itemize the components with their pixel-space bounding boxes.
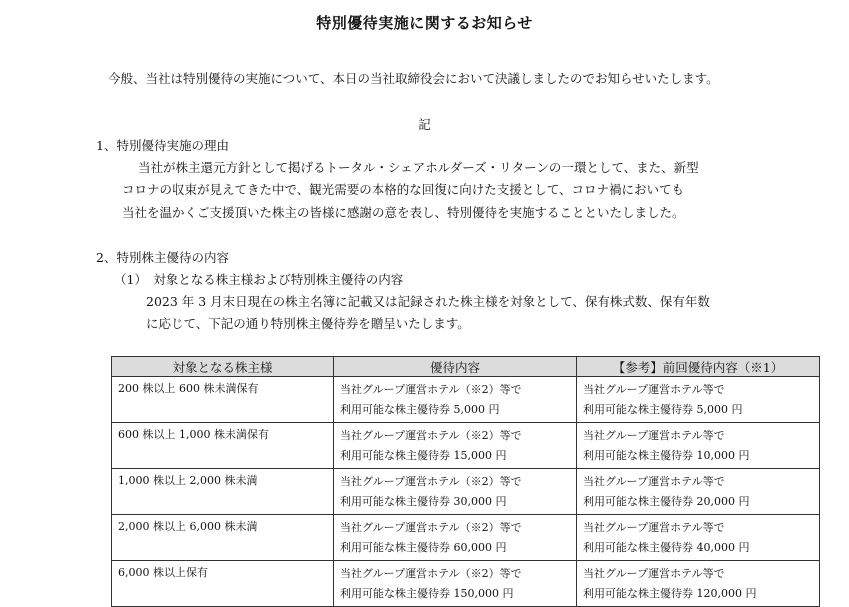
section1-line-3: 当社を温かくご支援頂いた株主の皆様に感謝の意を表し、特別優待を実施することといたしました。 — [122, 205, 685, 220]
table-header-row — [112, 357, 820, 377]
table-row — [112, 377, 820, 423]
table-row — [112, 423, 820, 469]
benefit-line: 当社グループ運営ホテル（※2）等で — [340, 429, 522, 442]
row-benefit — [334, 469, 577, 515]
row-benefit — [334, 423, 577, 469]
section2-sub1-heading: （1） 対象となる株主様および特別株主優待の内容 — [114, 272, 404, 287]
section1-heading: 1、特別優待実施の理由 — [96, 138, 229, 153]
previous-line: 利用可能な株主優待券 10,000 円 — [583, 449, 750, 462]
row-target: 600 株以上 1,000 株未満保有 — [112, 423, 334, 469]
document-title: 特別優待実施に関するお知らせ — [316, 14, 533, 32]
header-previous: 【参考】前回優待内容（※1） — [577, 357, 820, 377]
benefits-table — [111, 356, 820, 607]
row-target: 1,000 株以上 2,000 株未満 — [112, 469, 334, 515]
benefit-line: 当社グループ運営ホテル（※2）等で — [340, 475, 522, 488]
benefit-line: 当社グループ運営ホテル（※2）等で — [340, 383, 522, 396]
table-row — [112, 515, 820, 561]
ki-marker: 記 — [418, 117, 431, 132]
row-previous — [577, 515, 820, 561]
previous-line: 当社グループ運営ホテル等で — [583, 567, 725, 580]
benefit-line: 当社グループ運営ホテル（※2）等で — [340, 567, 522, 580]
previous-line: 当社グループ運営ホテル等で — [583, 521, 725, 534]
row-previous — [577, 377, 820, 423]
section2-sub1-line-1: 2023 年 3 月末日現在の株主名簿に記載又は記録された株主様を対象として、保有株式数、保有年数 — [146, 294, 710, 309]
section2-heading: 2、特別株主優待の内容 — [96, 250, 229, 265]
row-target: 6,000 株以上保有 — [112, 561, 334, 607]
previous-line: 利用可能な株主優待券 40,000 円 — [583, 541, 750, 554]
previous-line: 利用可能な株主優待券 20,000 円 — [583, 495, 750, 508]
previous-line: 利用可能な株主優待券 5,000 円 — [583, 403, 743, 416]
benefit-line: 利用可能な株主優待券 5,000 円 — [340, 403, 500, 416]
previous-line: 当社グループ運営ホテル等で — [583, 383, 725, 396]
previous-line: 当社グループ運営ホテル等で — [583, 475, 725, 488]
table-row — [112, 469, 820, 515]
section2-sub1-line-2: に応じて、下記の通り特別株主優待券を贈呈いたします。 — [146, 316, 470, 331]
benefit-line: 利用可能な株主優待券 60,000 円 — [340, 541, 507, 554]
previous-line: 当社グループ運営ホテル等で — [583, 429, 725, 442]
benefit-line: 利用可能な株主優待券 150,000 円 — [340, 587, 514, 600]
header-target: 対象となる株主様 — [112, 357, 334, 377]
row-target: 2,000 株以上 6,000 株未満 — [112, 515, 334, 561]
row-previous — [577, 423, 820, 469]
previous-line: 利用可能な株主優待券 120,000 円 — [583, 587, 757, 600]
benefit-line: 利用可能な株主優待券 15,000 円 — [340, 449, 507, 462]
intro-paragraph: 今般、当社は特別優待の実施について、本日の当社取締役会において決議しましたのでお知らせいたします。 — [108, 71, 719, 86]
row-previous — [577, 469, 820, 515]
section1-line-1: 当社が株主還元方針として掲げるトータル・シェアホルダーズ・リターンの一環として、また、新型 — [138, 160, 699, 175]
section1-line-2: コロナの収束が見えてきた中で、観光需要の本格的な回復に向けた支援として、コロナ禍においても — [122, 182, 685, 197]
header-benefit: 優待内容 — [334, 357, 577, 377]
benefit-line: 利用可能な株主優待券 30,000 円 — [340, 495, 507, 508]
benefit-line: 当社グループ運営ホテル（※2）等で — [340, 521, 522, 534]
row-benefit — [334, 377, 577, 423]
row-target: 200 株以上 600 株未満保有 — [112, 377, 334, 423]
row-benefit — [334, 515, 577, 561]
